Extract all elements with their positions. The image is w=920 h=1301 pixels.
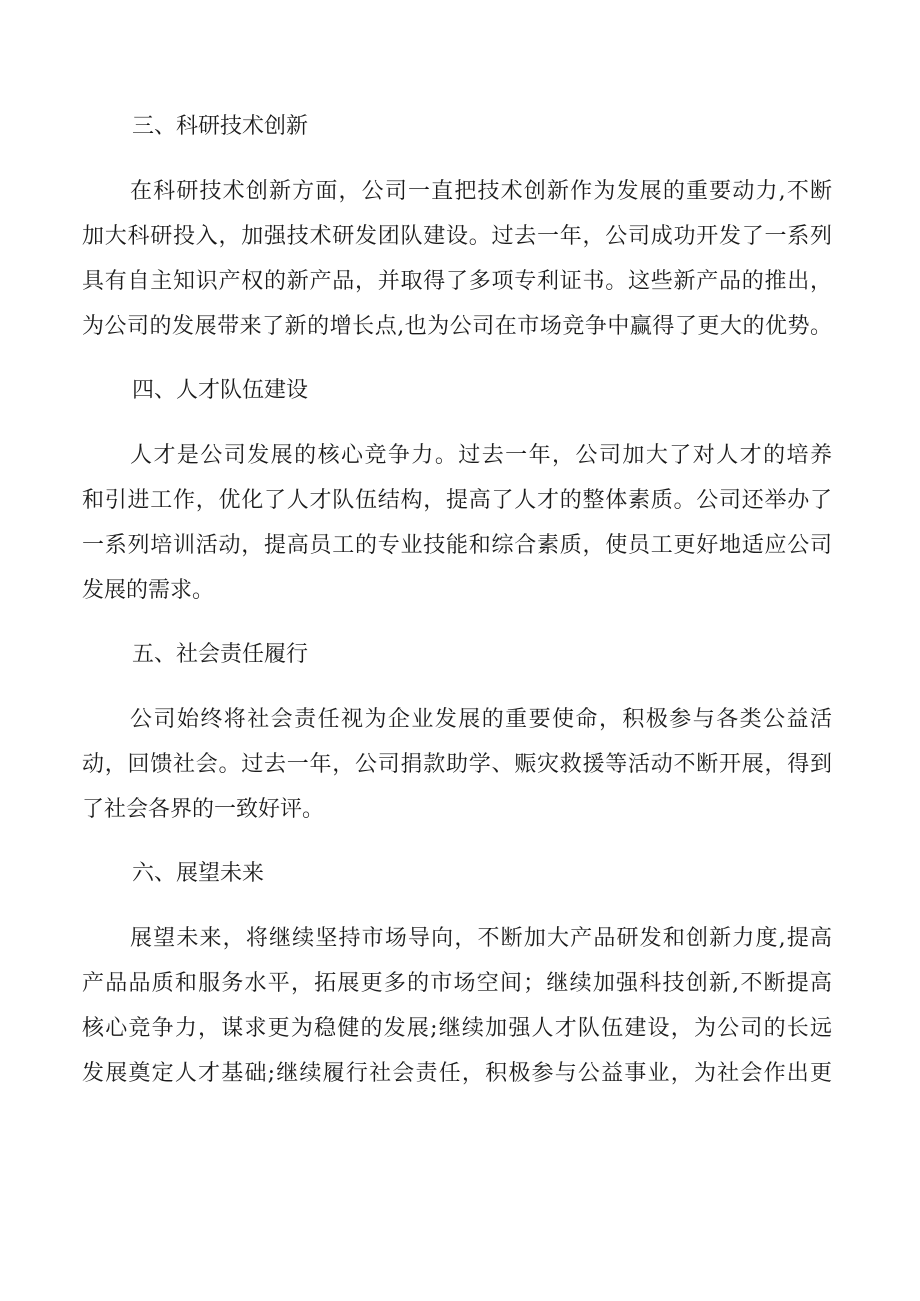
section-heading-social-responsibility: 五、社会责任履行 [132, 642, 309, 667]
document-body [82, 105, 832, 1116]
paragraph-talent [82, 433, 832, 613]
paragraph-line: 公司始终将社会责任视为企业发展的重要使命，积极参与各类公益活 [130, 707, 832, 732]
paragraph-line: 为公司的发展带来了新的增长点,也为公司在市场竞争中赢得了更大的优势。 [82, 314, 832, 339]
paragraph-line: 核心竞争力，谋求更为稳健的发展;继续加强人才队伍建设，为公司的长远 [82, 1016, 832, 1041]
section-heading-research: 三、科研技术创新 [132, 114, 309, 139]
paragraph-line: 加大科研投入，加强技术研发团队建设。过去一年，公司成功开发了一系列 [82, 224, 832, 249]
paragraph-line: 产品品质和服务水平，拓展更多的市场空间；继续加强科技创新,不断提高 [82, 971, 832, 996]
paragraph-outlook [82, 916, 832, 1096]
paragraph-line: 展望未来，将继续坚持市场导向，不断加大产品研发和创新力度,提高 [130, 926, 832, 951]
paragraph-line: 在科研技术创新方面，公司一直把技术创新作为发展的重要动力,不断 [130, 179, 832, 204]
paragraph-research [82, 169, 832, 349]
paragraph-line: 动，回馈社会。过去一年，公司捐款助学、赈灾救援等活动不断开展，得到 [82, 752, 832, 777]
section-heading-talent: 四、人才队伍建设 [132, 378, 309, 403]
paragraph-line: 和引进工作，优化了人才队伍结构，提高了人才的整体素质。公司还举办了 [82, 488, 832, 513]
paragraph-line: 发展的需求。 [82, 578, 215, 603]
paragraph-line: 发展奠定人才基础;继续履行社会责任，积极参与公益事业，为社会作出更 [82, 1061, 832, 1086]
paragraph-line: 人才是公司发展的核心竞争力。过去一年，公司加大了对人才的培养 [130, 443, 832, 468]
paragraph-line: 了社会各界的一致好评。 [82, 797, 325, 822]
paragraph-social-responsibility [82, 697, 832, 832]
section-heading-outlook: 六、展望未来 [132, 861, 265, 886]
paragraph-line: 一系列培训活动，提高员工的专业技能和综合素质，使员工更好地适应公司 [82, 533, 832, 558]
paragraph-line: 具有自主知识产权的新产品，并取得了多项专利证书。这些新产品的推出， [82, 269, 832, 294]
